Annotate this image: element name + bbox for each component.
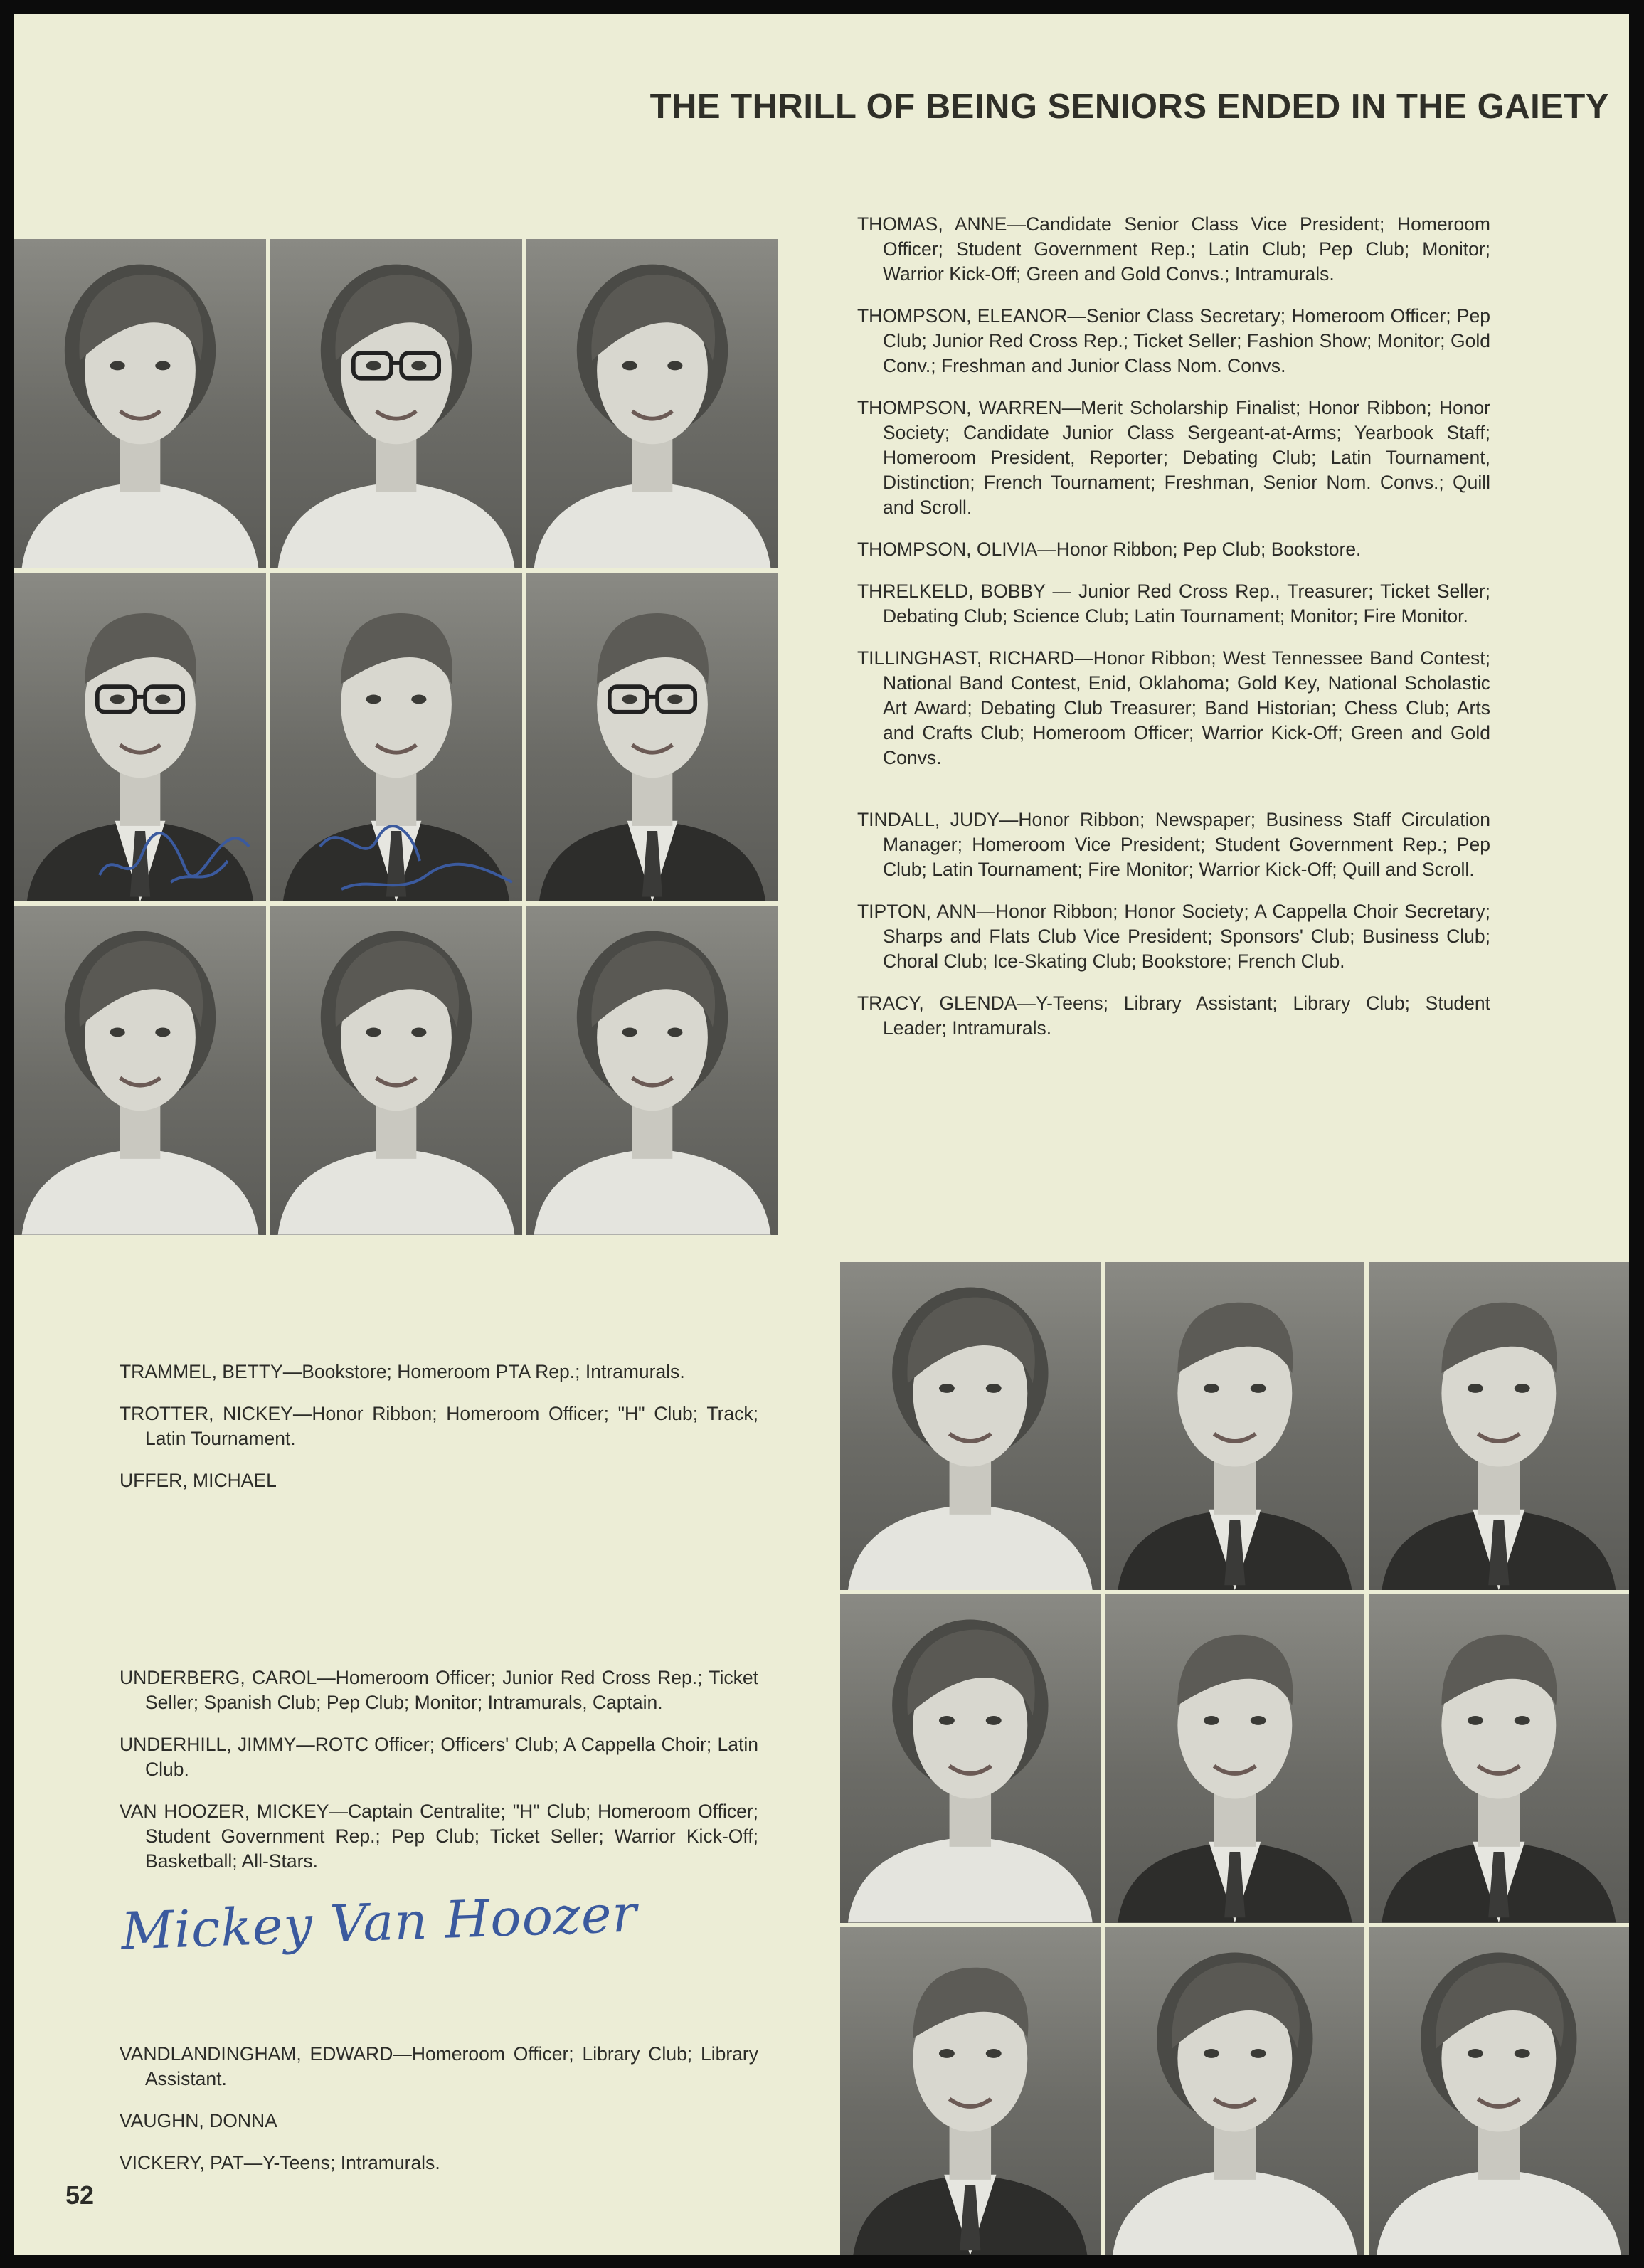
senior-entry: TRAMMEL, BETTY—Bookstore; Homeroom PTA Rep.; Intramurals. (120, 1361, 685, 1382)
entries-left-mid (120, 1665, 758, 1891)
autograph-scribble (85, 768, 541, 911)
portrait-photo (1105, 1927, 1365, 2255)
senior-entry: VAUGHN, DONNA (120, 2110, 277, 2131)
senior-entry: TROTTER, NICKEY—Honor Ribbon; Homeroom Officer; "H" Club; Track; Latin Tournament. (120, 1403, 758, 1449)
senior-entry: THOMPSON, WARREN—Merit Scholarship Finalist; Honor Ribbon; Honor Society; Candidate Junior Class Sergeant-at-Arms; Yearbook Staff; Homeroom President, Reporter; Debating Club; Latin Tournament, Distinction; French Tournament; Freshman, Senior Nom. Convs.; Quill and Scroll. (857, 397, 1490, 518)
senior-entry: UNDERHILL, JIMMY—ROTC Officer; Officers' Club; A Cappella Choir; Latin Club. (120, 1734, 758, 1780)
portrait-photo (1105, 1594, 1365, 1922)
senior-entry: THOMAS, ANNE—Candidate Senior Class Vice President; Homeroom Officer; Student Government Rep.; Latin Club; Pep Club; Monitor; Warrior Kick-Off; Green and Gold Convs.; Intramurals. (857, 213, 1490, 285)
portrait-photo (526, 906, 778, 1235)
portrait-photo (14, 906, 266, 1235)
portrait-photo (1369, 1927, 1629, 2255)
portrait-photo (840, 1927, 1101, 2255)
portrait-photo (270, 906, 522, 1235)
portrait-photo (270, 239, 522, 568)
senior-entry: THOMPSON, OLIVIA—Honor Ribbon; Pep Club; Bookstore. (857, 539, 1362, 560)
portrait-photo (526, 239, 778, 568)
senior-entry: VANDLANDINGHAM, EDWARD—Homeroom Officer; Library Club; Library Assistant. (120, 2043, 758, 2089)
page-title: THE THRILL OF BEING SENIORS ENDED IN THE GAIETY (649, 88, 1609, 126)
portrait-grid-top (14, 239, 778, 1235)
senior-entry: TINDALL, JUDY—Honor Ribbon; Newspaper; Business Staff Circulation Manager; Homeroom Vice President; Student Government Rep.; Pep Club; Latin Tournament; Fire Monitor; Warrior Kick-Off; Quill and Scroll. (857, 809, 1490, 880)
portrait-photo (1369, 1594, 1629, 1922)
senior-entry: TIPTON, ANN—Honor Ribbon; Honor Society; A Cappella Choir Secretary; Sharps and Flats Club Vice President; Sponsors' Club; Business Club; Choral Club; Ice-Skating Club; Bookstore; French Club. (857, 901, 1490, 972)
senior-entry: TILLINGHAST, RICHARD—Honor Ribbon; West Tennessee Band Contest; National Band Contest, Enid, Oklahoma; Gold Key, National Scholastic Art Award; Debating Club Treasurer; Band Historian; Chess Club; Arts and Crafts Club; Homeroom Officer; Warrior Kick-Off; Green and Gold Convs. (857, 647, 1490, 768)
yearbook-page (14, 14, 1629, 2255)
entries-left-top (120, 1360, 758, 1510)
portrait-photo (840, 1262, 1101, 1590)
handwritten-signature: Mickey Van Hoozer (120, 1883, 639, 1961)
page-number: 52 (65, 2180, 95, 2210)
portrait-photo (1105, 1262, 1365, 1590)
senior-entry: THOMPSON, ELEANOR—Senior Class Secretary; Homeroom Officer; Pep Club; Junior Red Cross Rep.; Ticket Seller; Fashion Show; Monitor; Gold Conv.; Freshman and Junior Class Nom. Convs. (857, 305, 1490, 376)
entries-right-column (857, 212, 1490, 1058)
senior-entry: UNDERBERG, CAROL—Homeroom Officer; Junior Red Cross Rep.; Ticket Seller; Spanish Club; Pep Club; Monitor; Intramurals, Captain. (120, 1667, 758, 1713)
portrait-photo (14, 239, 266, 568)
portrait-photo (840, 1594, 1101, 1922)
portrait-photo (526, 573, 778, 902)
senior-entry: UFFER, MICHAEL (120, 1470, 277, 1491)
senior-entry: VAN HOOZER, MICKEY—Captain Centralite; "H" Club; Homeroom Officer; Student Government Rep.; Pep Club; Ticket Seller; Warrior Kick-Off; Basketball; All-Stars. (120, 1801, 758, 1872)
senior-entry: VICKERY, PAT—Y-Teens; Intramurals. (120, 2152, 440, 2173)
portrait-grid-bottom (840, 1262, 1629, 2255)
senior-entry: THRELKELD, BOBBY — Junior Red Cross Rep., Treasurer; Ticket Seller; Debating Club; Science Club; Latin Tournament; Monitor; Fire Monitor. (857, 581, 1490, 627)
senior-entry: TRACY, GLENDA—Y-Teens; Library Assistant; Library Club; Student Leader; Intramurals. (857, 992, 1490, 1039)
portrait-photo (1369, 1262, 1629, 1590)
entries-left-bottom (120, 2042, 758, 2193)
